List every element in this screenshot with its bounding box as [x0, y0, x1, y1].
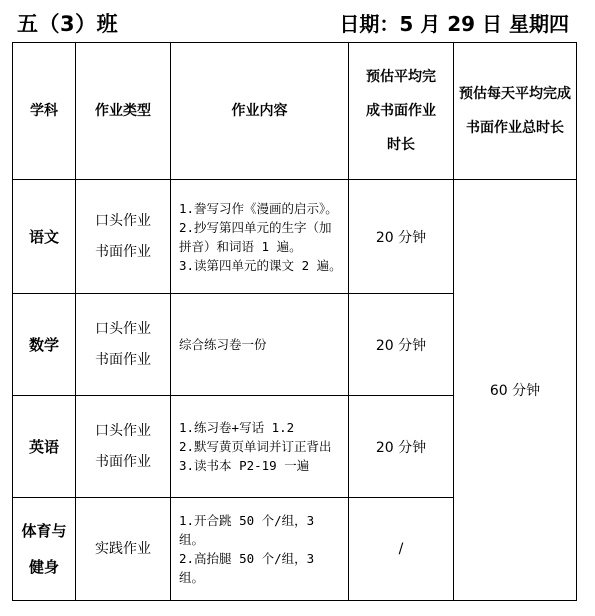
content-line: 综合练习卷一份 [179, 337, 267, 352]
type-line: 书面作业 [95, 453, 151, 470]
total-time-cell: 60 分钟 [454, 180, 577, 601]
header-total-time-line: 书面作业总时长 [466, 120, 564, 136]
content-cell [171, 396, 349, 498]
homework-table [12, 42, 577, 601]
content-cell [171, 180, 349, 294]
content-line: 3.读第四单元的课文 2 遍。 [179, 257, 342, 273]
content-line: 1.开合跳 50 个/组，3 组。 [179, 513, 315, 547]
content-line: 1.誊写习作《漫画的启示》。 [179, 200, 338, 216]
type-line: 口头作业 [95, 422, 151, 439]
header-content: 作业内容 [171, 43, 349, 180]
avg-time-cell: 20 分钟 [349, 396, 454, 498]
header-total-time-line: 预估每天平均完成 [459, 86, 571, 102]
header-avg-time-line: 预估平均完 [366, 69, 436, 85]
type-line: 实践作业 [95, 540, 151, 557]
header-total-time [454, 43, 577, 180]
date-label: 日期：5 月 29 日 星期四 [339, 12, 569, 36]
type-cell [76, 498, 171, 601]
content-line: 1.练习卷+写话 1.2 [179, 420, 295, 435]
type-line: 书面作业 [95, 243, 151, 260]
subject-cell [13, 498, 76, 601]
content-cell [171, 294, 349, 396]
type-line: 书面作业 [95, 351, 151, 368]
content-line: 2.抄写第四单元的生字（加拼音）和词语 1 遍。 [179, 219, 332, 254]
avg-time-cell: 20 分钟 [349, 180, 454, 294]
avg-time-cell: 20 分钟 [349, 294, 454, 396]
type-line: 口头作业 [95, 320, 151, 337]
type-cell [76, 396, 171, 498]
type-cell [76, 294, 171, 396]
subject-line: 体育与 [21, 522, 67, 540]
table-row [13, 180, 577, 294]
avg-time-cell: / [349, 498, 454, 601]
subject-cell: 英语 [13, 396, 76, 498]
type-cell [76, 180, 171, 294]
subject-cell: 数学 [13, 294, 76, 396]
class-title: 五（3）班 [17, 12, 119, 36]
header-type: 作业类型 [76, 43, 171, 180]
content-cell [171, 498, 349, 601]
subject-cell: 语文 [13, 180, 76, 294]
subject-line: 健身 [28, 558, 59, 576]
content-line: 3.读书本 P2-19 一遍 [179, 458, 310, 473]
header-avg-time-line: 时长 [387, 137, 415, 153]
type-line: 口头作业 [95, 212, 151, 229]
header-avg-time-line: 成书面作业 [366, 103, 436, 119]
content-line: 2.高抬腿 50 个/组，3 组。 [179, 551, 315, 585]
content-line: 2.默写黄页单词并订正背出 [179, 439, 332, 454]
table-header-row [13, 43, 577, 180]
header-avg-time [349, 43, 454, 180]
header-subject: 学科 [13, 43, 76, 180]
